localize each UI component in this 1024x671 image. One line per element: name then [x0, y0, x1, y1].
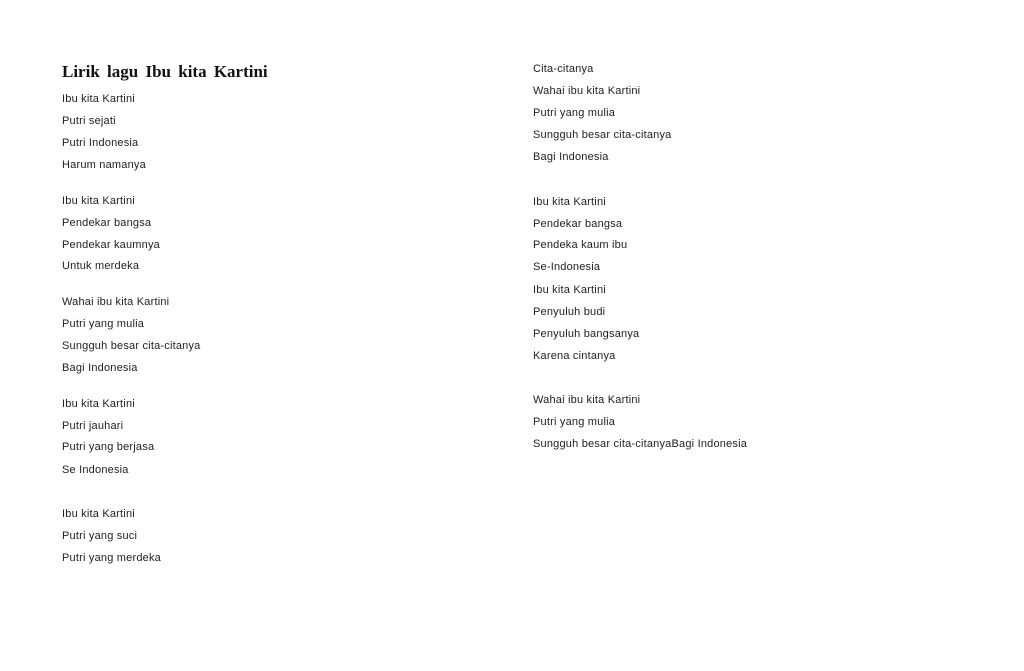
- lyric-line: Harum namanya: [62, 159, 146, 171]
- lyric-line: Wahai ibu kita Kartini: [62, 296, 170, 308]
- lyric-line: Se-Indonesia: [533, 261, 601, 273]
- lyric-line: Putri yang mulia: [533, 416, 616, 428]
- lyric-line: Putri Indonesia: [62, 137, 139, 149]
- lyric-line: Sungguh besar cita-citanya: [62, 340, 201, 352]
- lyric-line: Pendeka kaum ibu: [533, 239, 628, 251]
- lyric-line: Ibu kita Kartini: [533, 196, 606, 208]
- lyric-line: Penyuluh bangsanya: [533, 328, 640, 340]
- lyric-line: Ibu kita Kartini: [533, 284, 606, 296]
- lyric-line: Karena cintanya: [533, 350, 616, 362]
- lyric-line: Putri yang suci: [62, 530, 138, 542]
- lyric-line: Bagi Indonesia: [62, 362, 138, 374]
- lyric-line: Wahai ibu kita Kartini: [533, 394, 641, 406]
- lyric-line: Putri sejati: [62, 115, 116, 127]
- page-title: Lirik lagu Ibu kita Kartini: [62, 62, 268, 81]
- lyric-line: Pendekar bangsa: [62, 217, 152, 229]
- lyric-line: Bagi Indonesia: [533, 151, 609, 163]
- lyric-line: Ibu kita Kartini: [62, 508, 135, 520]
- lyric-line: Untuk merdeka: [62, 260, 140, 272]
- lyric-line: Putri yang mulia: [533, 107, 616, 119]
- lyric-line: Se Indonesia: [62, 464, 129, 476]
- lyric-line: Sungguh besar cita-citanyaBagi Indonesia: [533, 438, 748, 450]
- lyric-line: Putri jauhari: [62, 420, 124, 432]
- lyric-line: Sungguh besar cita-citanya: [533, 129, 672, 141]
- lyric-line: Putri yang berjasa: [62, 441, 155, 453]
- lyric-line: Pendekar bangsa: [533, 218, 623, 230]
- lyric-line: Penyuluh budi: [533, 306, 606, 318]
- lyric-line: Putri yang mulia: [62, 318, 145, 330]
- lyric-line: Pendekar kaumnya: [62, 239, 160, 251]
- lyric-line: Cita-citanya: [533, 63, 594, 75]
- lyric-line: Putri yang merdeka: [62, 552, 161, 564]
- lyric-line: Ibu kita Kartini: [62, 398, 135, 410]
- lyric-line: Ibu kita Kartini: [62, 93, 135, 105]
- lyric-line: Wahai ibu kita Kartini: [533, 85, 641, 97]
- lyric-line: Ibu kita Kartini: [62, 195, 135, 207]
